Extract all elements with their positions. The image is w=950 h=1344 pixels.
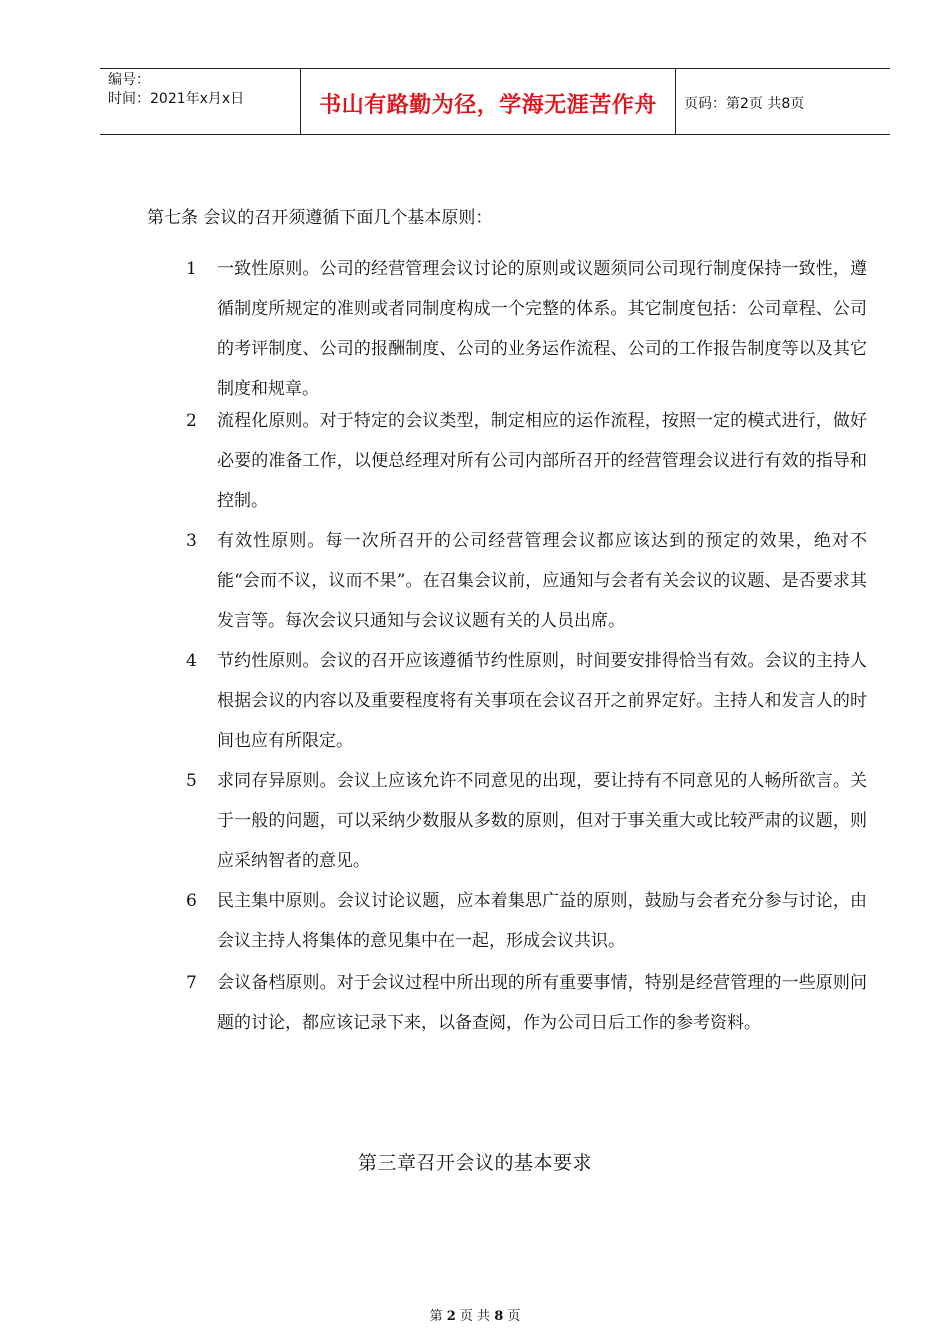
list-item: [186, 761, 866, 881]
list-item: [186, 641, 866, 761]
footer-total-pages: 8: [494, 1309, 504, 1324]
list-item-number: 2: [186, 411, 197, 431]
list-item-text: 求同存异原则。会议上应该允许不同意见的出现，要让持有不同意见的人畅所欲言。关于一般的问题，可以采纳少数服从多数的原则，但对于事关重大或比较严肃的议题，则应采纳智者的意见。: [217, 771, 867, 871]
document-time-label: 时间：2021年x月x日: [108, 91, 245, 107]
list-item-number: 1: [186, 259, 197, 279]
header-page-info: 页码：第2页 共8页: [684, 95, 805, 112]
page-header: [100, 68, 890, 135]
list-item-text: 民主集中原则。会议讨论议题，应本着集思广益的原则，鼓励与会者充分参与讨论，由会议主持人将集体的意见集中在一起，形成会议共识。: [217, 891, 867, 951]
article-title: 第七条 会议的召开须遵循下面几个基本原则：: [147, 208, 493, 228]
list-item-number: 4: [186, 651, 197, 671]
list-item-number: 6: [186, 891, 197, 911]
chapter-title: 第三章召开会议的基本要求: [357, 1152, 592, 1174]
list-item: [186, 521, 866, 641]
list-item: [186, 881, 866, 961]
list-item-text: 有效性原则。每一次所召开的公司经营管理会议都应该达到的预定的效果，绝对不能“会而不议，议而不果”。在召集会议前，应通知与会者有关会议的议题、是否要求其发言等。每次会议只通知与会议议题有关的人员出席。: [217, 531, 867, 631]
footer-middle: 页 共: [459, 1309, 491, 1324]
list-item-text: 流程化原则。对于特定的会议类型，制定相应的运作流程，按照一定的模式进行，做好必要的准备工作，以便总经理对所有公司内部所召开的经营管理会议进行有效的指导和控制。: [217, 411, 867, 511]
list-item-number: 3: [186, 531, 197, 551]
list-item-text: 会议备档原则。对于会议过程中所出现的所有重要事情，特别是经营管理的一些原则问题的讨论，都应该记录下来，以备查阅，作为公司日后工作的参考资料。: [217, 973, 867, 1033]
list-item-number: 5: [186, 771, 197, 791]
header-meta-cell: [100, 69, 301, 134]
list-item: [186, 401, 866, 521]
list-item-text: 节约性原则。会议的召开应该遵循节约性原则，时间要安排得恰当有效。会议的主持人根据会议的内容以及重要程度将有关事项在会议召开之前界定好。主持人和发言人的时间也应有所限定。: [217, 651, 867, 751]
footer-prefix: 第: [429, 1309, 443, 1324]
page-footer: [0, 1305, 950, 1324]
list-item: [186, 249, 866, 409]
list-item-text: 一致性原则。公司的经营管理会议讨论的原则或议题须同公司现行制度保持一致性，遵循制度所规定的准则或者同制度构成一个完整的体系。其它制度包括：公司章程、公司的考评制度、公司的报酬制度、公司的业务运作流程、公司的工作报告制度等以及其它制度和规章。: [217, 259, 867, 399]
footer-current-page: 2: [446, 1309, 456, 1324]
header-motto: 书山有路勤为径，学海无涯苦作舟: [301, 69, 676, 134]
list-item-number: 7: [186, 973, 197, 993]
footer-suffix: 页: [507, 1309, 521, 1324]
list-item: [186, 963, 866, 1043]
document-number-label: 编号：: [108, 72, 150, 88]
